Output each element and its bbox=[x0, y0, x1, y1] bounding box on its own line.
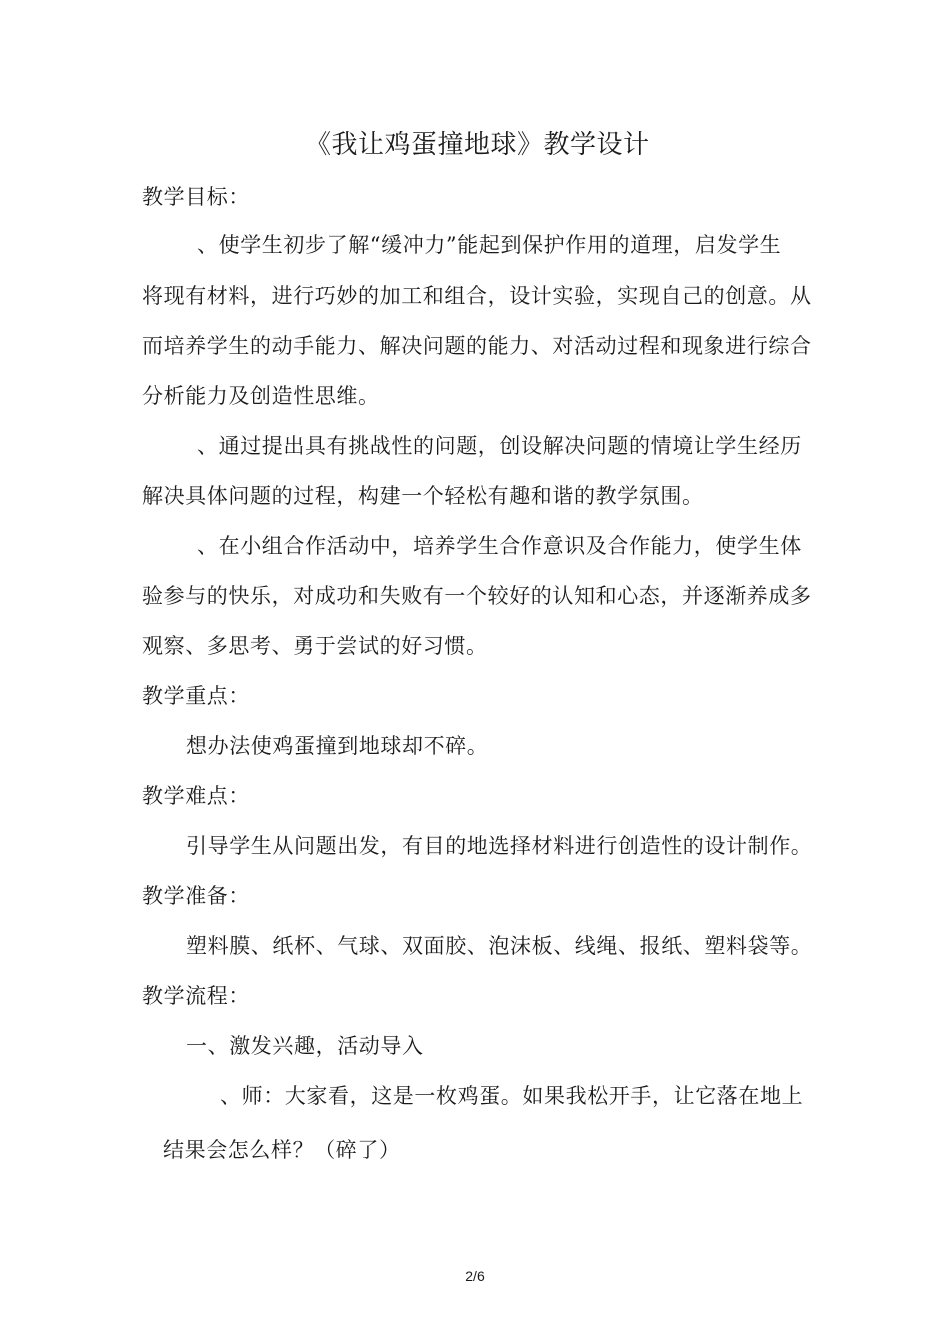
flow-item-1-line-1: 、师：大家看，这是一枚鸡蛋。如果我松开手，让它落在地上 bbox=[220, 1084, 804, 1108]
difficulty-text: 引导学生从问题出发，有目的地选择材料进行创造性的设计制作。 bbox=[186, 834, 813, 858]
goal-3-line-2: 验参与的快乐，对成功和失败有一个较好的认知和心态，并逐渐养成多 bbox=[142, 584, 812, 608]
goals-heading: 教学目标： bbox=[142, 185, 250, 209]
difficulty-heading: 教学难点： bbox=[142, 784, 250, 808]
goal-2-line-2: 解决具体问题的过程，构建一个轻松有趣和谐的教学氛围。 bbox=[142, 484, 704, 508]
goal-1-line-1: 、使学生初步了解“缓冲力”能起到保护作用的道理，启发学生 bbox=[197, 233, 782, 257]
prep-text: 塑料膜、纸杯、气球、双面胶、泡沫板、线绳、报纸、塑料袋等。 bbox=[186, 934, 813, 958]
page-number: 2/6 bbox=[465, 1268, 485, 1284]
flow-heading: 教学流程： bbox=[142, 984, 250, 1008]
prep-heading: 教学准备： bbox=[142, 884, 250, 908]
goal-1-line-2: 将现有材料，进行巧妙的加工和组合，设计实验，实现自己的创意。从 bbox=[142, 284, 812, 308]
goal-3-line-3: 观察、多思考、勇于尝试的好习惯。 bbox=[142, 634, 488, 658]
key-heading: 教学重点： bbox=[142, 684, 250, 708]
flow-item-1-line-2: 结果会怎么样？（碎了） bbox=[163, 1138, 401, 1162]
goal-2-line-1: 、通过提出具有挑战性的问题，创设解决问题的情境让学生经历 bbox=[197, 434, 802, 458]
document-title: 《我让鸡蛋撞地球》教学设计 bbox=[305, 130, 650, 160]
goal-3-line-1: 、在小组合作活动中，培养学生合作意识及合作能力，使学生体 bbox=[197, 534, 802, 558]
key-text: 想办法使鸡蛋撞到地球却不碎。 bbox=[186, 734, 489, 758]
flow-step-1: 一、激发兴趣，活动导入 bbox=[186, 1034, 424, 1058]
goal-1-line-3: 而培养学生的动手能力、解决问题的能力、对活动过程和现象进行综合 bbox=[142, 334, 812, 358]
goal-1-line-4: 分析能力及创造性思维。 bbox=[142, 384, 380, 408]
